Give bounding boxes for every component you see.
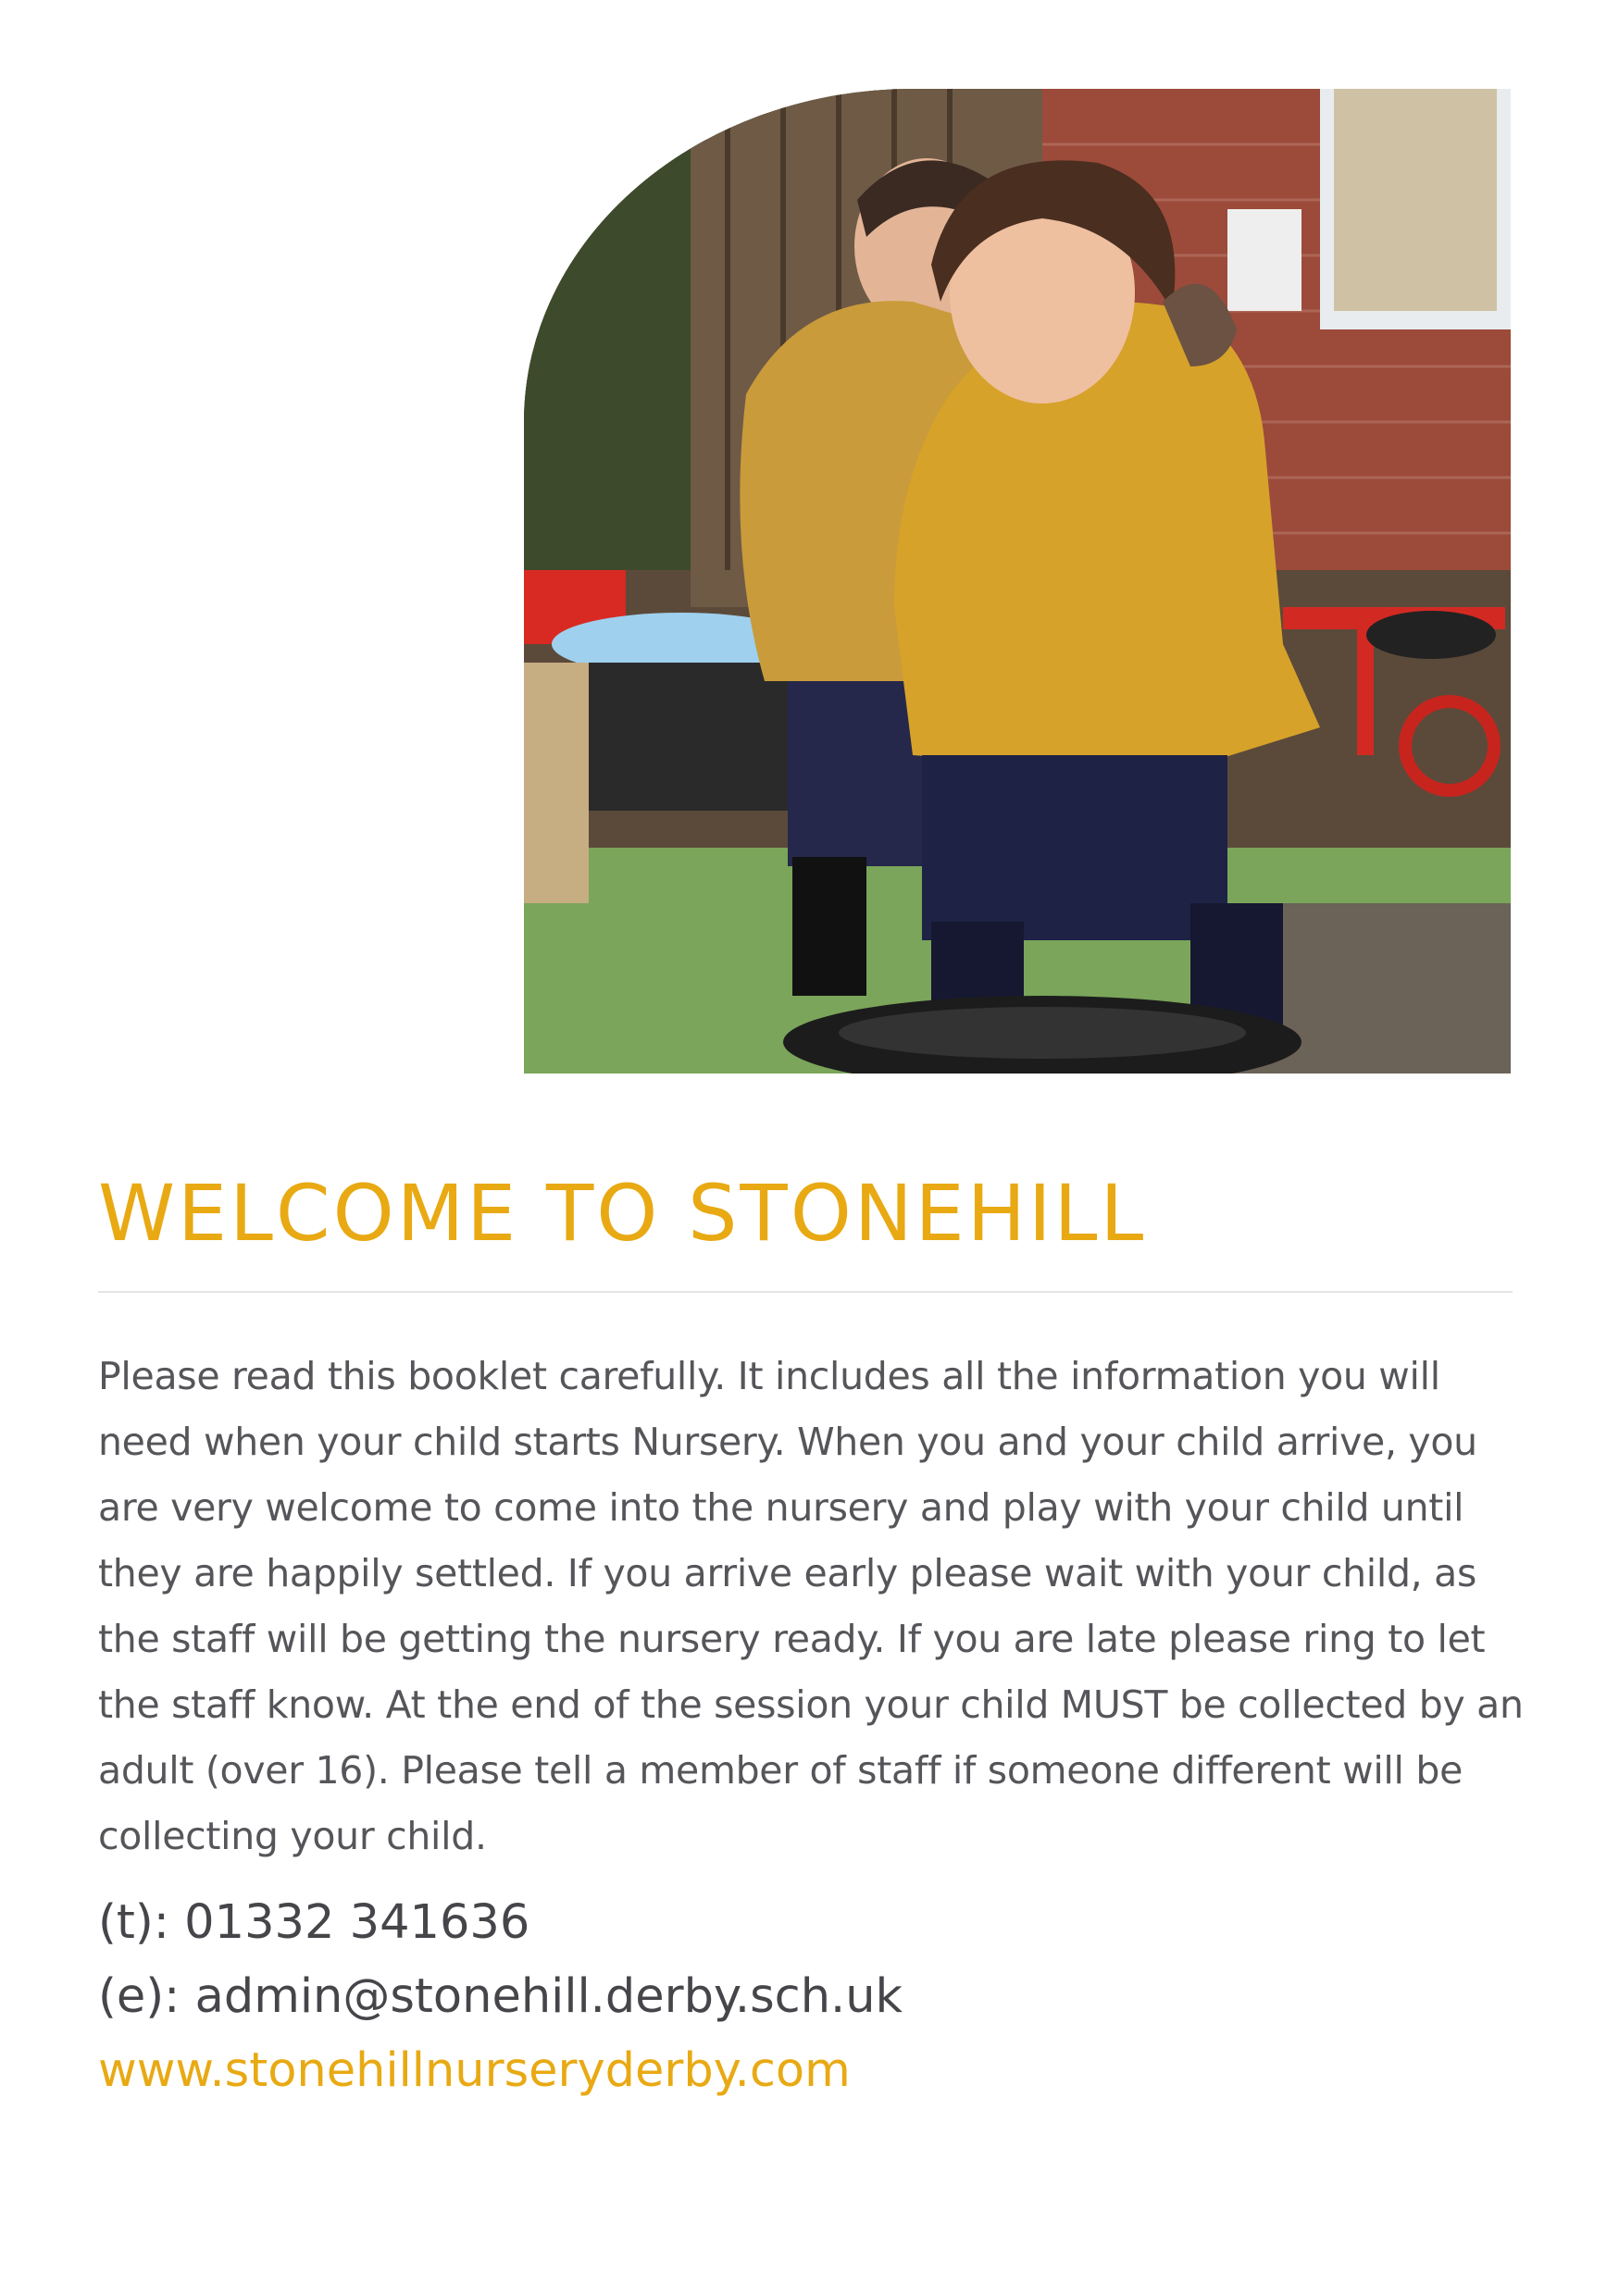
- page-title: WELCOME TO STONEHILL: [98, 1168, 1147, 1259]
- intro-paragraph: Please read this booklet carefully. It includes all the information you will need when your child starts Nursery. When you and your child arrive, you are very welcome to come into the nursery and play with your child until they are happily settled. If you arrive early please wait with your child, as the staff will be getting the nursery ready. If you are late please ring to let the staff know. At the end of the session your child MUST be collected by an adult (over 16). Please tell a member of staff if someone different will be collecting your child.: [98, 1354, 1524, 1858]
- phone-number: (t): 01332 341636: [98, 1895, 530, 1950]
- hero-photo: [524, 89, 1511, 1074]
- website-link[interactable]: www.stonehillnurseryderby.com: [98, 2043, 851, 2098]
- email-address[interactable]: (e): admin@stonehill.derby.sch.uk: [98, 1969, 903, 2024]
- title-divider: [98, 1291, 1513, 1293]
- hero-photo-illustration: [524, 89, 1511, 1074]
